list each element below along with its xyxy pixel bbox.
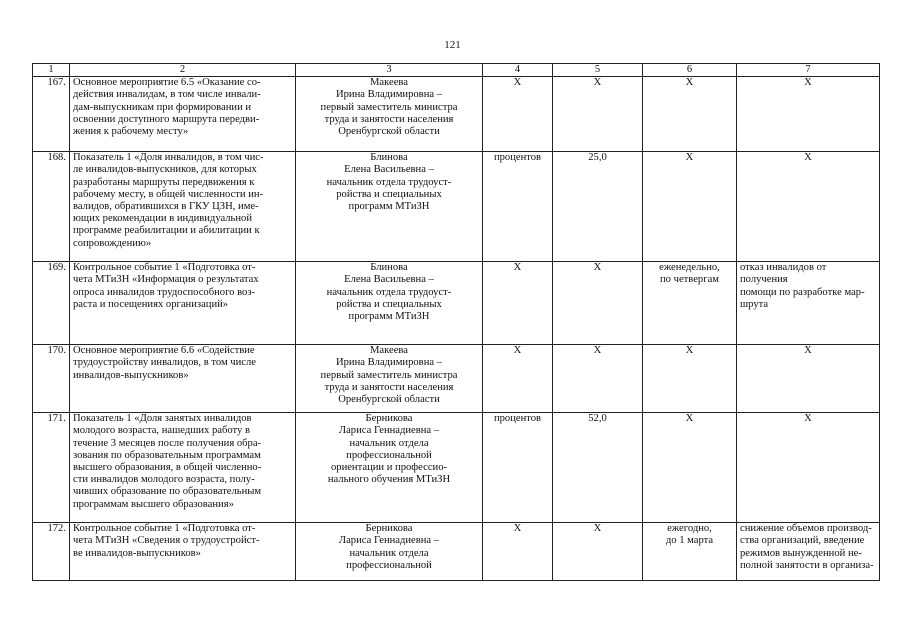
cell-target-value (553, 413, 643, 523)
cell-responsible-person (296, 262, 483, 345)
cell-event-description (70, 345, 296, 413)
cell-target-value (553, 523, 643, 581)
table-row (33, 77, 880, 152)
target-value-text: Х (593, 345, 602, 357)
table-row (33, 262, 880, 345)
table-row (33, 345, 880, 413)
consequence-text: Х (804, 345, 812, 357)
cell-row-number (33, 152, 70, 262)
cell-event-description (70, 262, 296, 345)
cell-row-number (33, 413, 70, 523)
cell-consequence (737, 413, 880, 523)
cell-target-value (553, 262, 643, 345)
table-row (33, 152, 880, 262)
row-number-text: 172. (47, 523, 66, 535)
cell-period (643, 262, 737, 345)
responsible-person-text: Берникова Лариса Геннадиевна – начальник отдела профессиональной ориентации и профессио- нального обучения МТиЗН (327, 413, 451, 486)
cell-period (643, 345, 737, 413)
unit-of-measure-text: Х (513, 262, 522, 274)
cell-unit-of-measure (483, 262, 553, 345)
plan-table (32, 63, 880, 581)
column-number-2: 2 (70, 64, 296, 77)
cell-consequence (737, 152, 880, 262)
event-description-text: Показатель 1 «Доля занятых инвалидов молодого возраста, нашедших работу в течение 3 месяцев после получения обра- зования по образовательным программам высшего образования, в общей численно- сти инвалидов молодого возраста, полу- чивших образование по образовательным программам высшего образования» (73, 413, 262, 510)
cell-target-value (553, 77, 643, 152)
responsible-person-text: Блинова Елена Васильевна – начальник отдела трудоуст- ройства и специальных программ МТиЗН (326, 262, 452, 323)
event-description-text: Показатель 1 «Доля инвалидов, в том чис- ле инвалидов-выпускников, для которых разработаны маршруты передвижения к рабочему месту, в общей численности ин- валидов, обратившихся в ГКУ ЦЗН, име- ющих рекомендации в индивидуальной программе реабилитации и абилитации к сопровождению» (73, 152, 264, 249)
column-number-4: 4 (483, 64, 553, 77)
row-number-text: 168. (47, 152, 66, 164)
period-text: ежегодно, до 1 марта (665, 523, 714, 547)
cell-event-description (70, 413, 296, 523)
responsible-person-text: Макеева Ирина Владимировна – первый заместитель министра труда и занятости населения Оренбургской области (320, 77, 458, 138)
event-description-text: Контрольное событие 1 «Подготовка от- чета МТиЗН «Информация о результатах опроса инвалидов трудоспособного воз- раста и посещениях организаций» (73, 262, 259, 310)
cell-period (643, 523, 737, 581)
period-text: Х (685, 152, 694, 164)
cell-consequence (737, 523, 880, 581)
column-number-row (33, 64, 880, 77)
cell-consequence (737, 262, 880, 345)
consequence-text: снижение объемов производ- ства организаций, введение режимов вынужденной не- полной занятости в организа- (740, 523, 874, 571)
cell-responsible-person (296, 152, 483, 262)
cell-unit-of-measure (483, 152, 553, 262)
row-number-text: 169. (47, 262, 66, 274)
unit-of-measure-text: Х (513, 77, 522, 89)
cell-row-number (33, 77, 70, 152)
cell-event-description (70, 152, 296, 262)
responsible-person-text: Макеева Ирина Владимировна – первый заместитель министра труда и занятости населения Оренбургской области (320, 345, 458, 406)
unit-of-measure-text: Х (513, 345, 522, 357)
cell-event-description (70, 77, 296, 152)
cell-row-number (33, 345, 70, 413)
row-number-text: 170. (47, 345, 66, 357)
event-description-text: Основное мероприятие 6.5 «Оказание со- действия инвалидам, в том числе инвали- дам-выпускникам при формировании и освоении доступного маршрута передви- жения к рабочему месту» (73, 77, 261, 138)
target-value-text: Х (593, 77, 602, 89)
row-number-text: 167. (47, 77, 66, 89)
cell-consequence (737, 345, 880, 413)
target-value-text: 52,0 (588, 413, 607, 425)
responsible-person-text: Берникова Лариса Геннадиевна – начальник отдела профессиональной (338, 523, 440, 571)
column-number-7: 7 (737, 64, 880, 77)
cell-unit-of-measure (483, 523, 553, 581)
period-text: Х (685, 345, 694, 357)
column-number-3: 3 (296, 64, 483, 77)
consequence-text: Х (804, 152, 812, 164)
target-value-text: 25,0 (588, 152, 607, 164)
cell-target-value (553, 345, 643, 413)
event-description-text: Основное мероприятие 6.6 «Содействие трудоустройству инвалидов, в том числе инвалидов-выпускников» (73, 345, 256, 381)
period-text: Х (685, 413, 694, 425)
target-value-text: Х (593, 262, 602, 274)
table-row (33, 413, 880, 523)
cell-period (643, 152, 737, 262)
cell-responsible-person (296, 523, 483, 581)
column-number-6: 6 (643, 64, 737, 77)
responsible-person-text: Блинова Елена Васильевна – начальник отдела трудоуст- ройства и специальных программ МТиЗН (326, 152, 452, 213)
unit-of-measure-text: процентов (493, 152, 542, 164)
cell-row-number (33, 262, 70, 345)
unit-of-measure-text: Х (513, 523, 522, 535)
cell-responsible-person (296, 77, 483, 152)
page-number: 121 (444, 39, 461, 51)
table-row (33, 523, 880, 581)
cell-row-number (33, 523, 70, 581)
consequence-text: Х (804, 413, 812, 425)
cell-responsible-person (296, 345, 483, 413)
event-description-text: Контрольное событие 1 «Подготовка от- чета МТиЗН «Сведения о трудоустройст- ве инвалидов-выпускников» (73, 523, 260, 559)
cell-unit-of-measure (483, 345, 553, 413)
column-number-1: 1 (33, 64, 70, 77)
cell-target-value (553, 152, 643, 262)
period-text: еженедельно, по четвергам (659, 262, 720, 286)
unit-of-measure-text: процентов (493, 413, 542, 425)
cell-responsible-person (296, 413, 483, 523)
cell-consequence (737, 77, 880, 152)
table-body (33, 77, 880, 581)
cell-event-description (70, 523, 296, 581)
column-number-5: 5 (553, 64, 643, 77)
cell-period (643, 77, 737, 152)
target-value-text: Х (593, 523, 602, 535)
period-text: Х (685, 77, 694, 89)
cell-period (643, 413, 737, 523)
row-number-text: 171. (47, 413, 66, 425)
consequence-text: Х (804, 77, 812, 89)
cell-unit-of-measure (483, 77, 553, 152)
consequence-text: отказ инвалидов от получения помощи по разработке мар- шрута (740, 262, 865, 310)
cell-unit-of-measure (483, 413, 553, 523)
